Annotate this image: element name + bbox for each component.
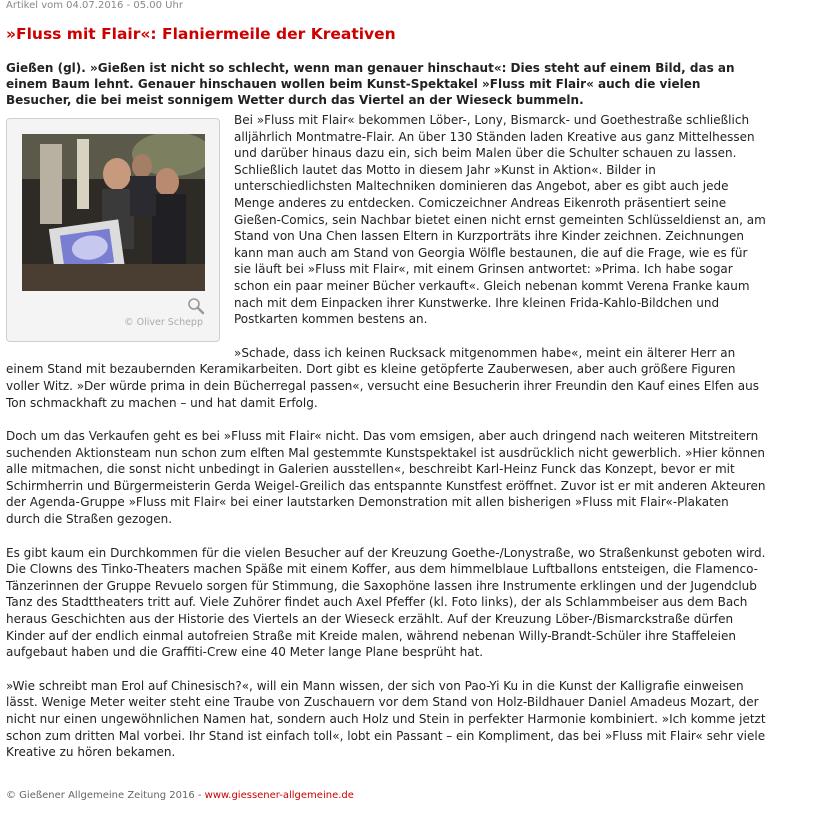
article-photo-box[interactable] [6, 118, 220, 342]
article-photo[interactable] [22, 134, 205, 291]
magnifier-icon[interactable] [187, 297, 205, 315]
footer-copyright: © Gießener Allgemeine Zeitung 2016 - [6, 790, 205, 801]
page-footer [6, 790, 354, 801]
article-dateline: Artikel vom 04.07.2016 - 05.00 Uhr [6, 0, 183, 11]
article-body [6, 112, 766, 761]
article [6, 0, 766, 778]
photo-illustration [22, 134, 205, 291]
photo-credit: © Oliver Schepp [124, 317, 203, 328]
paragraph-1: Bei »Fluss mit Flair« bekommen Löber-, Lony, Bismarck- und Goethestraße schließlich alljährlich Montmatre-Flair. An über 130 Ständen laden Kreative aus ganz Mittelhessen und darüber hinaus dazu ein, sich beim Malen über die Schulter schauen zu lassen. Schließlich lautet das Motto in diesem Jahr »Kunst in Aktion«. Bilder in unterschiedlichsten Maltechniken dominieren das Angebot, aber es gibt auch jede Menge anderes zu entdecken. Comiczeichner Andreas Eikenroth präsentiert seine Gießen-Comics, sein Nachbar bietet einen nicht ernst gemeinten Schlüsseldienst an, am Stand von Una Chen lassen Eltern in Kurzporträts ihre Kinder zeichnen. Zeichnungen kann man auch am Stand von Georgia Wölfle bestaunen, die auf die Frage, wie es für sie läuft bei »Fluss mit Flair«, mit einem Grinsen antwortet: »Prima. Ich habe sogar schon ein paar meiner Bücher verkauft«. Gleich nebenan kommt Verena Franke kaum nach mit dem Einpacken ihrer Kunstwerke. Ihre kleinen Frida-Kahlo-Bildchen und Postkarten kommen bestens an. [234, 113, 766, 327]
paragraph-3: Doch um das Verkaufen geht es bei »Fluss mit Flair« nicht. Das vom emsigen, aber auch dringend nach weiteren Mitstreitern suchenden Aktionsteam nun schon zum elften Mal gestemmte Kunstspektakel ist ausdrücklich nicht gewerblich. »Hier können alle mitmachen, die sonst nicht unbedingt in Galerien ausstellen«, beschreibt Karl-Heinz Funck das Konzept, bevor er mit Schirmherrin und Bürgermeisterin Gerda Weigel-Greilich das entspannte Kunstfest eröffnet. Zuvor ist er mit anderen Akteuren der Agenda-Gruppe »Fluss mit Flair« bei einer lautstarken Demonstration mit allen bisherigen »Fluss mit Flair«-Plakaten durch die Straßen gezogen. [6, 429, 766, 527]
article-lead: Gießen (gl). »Gießen ist nicht so schlecht, wenn man genauer hinschaut«: Dies steht auf einem Bild, das an einem Baum lehnt. Genauer hinschauen wollen beim Kunst-Spektakel »Fluss mit Flair« auch die vielen Besucher, die bei meist sonnigem Wetter durch das Viertel an der Wieseck bummeln. [6, 61, 735, 107]
paragraph-5: »Wie schreibt man Erol auf Chinesisch?«, will ein Mann wissen, der sich von Pao-Yi Ku in die Kunst der Kalligrafie einweisen lässt. Wenige Meter weiter steht eine Traube von Zuschauern vor dem Stand von Holz-Bildhauer Daniel Amadeus Mozart, der nicht nur einen ungewöhnlichen Namen hat, sondern auch Holz und Stein in perfekter Harmonie kombiniert. »Ich komme jetzt schon zum dritten Mal vorbei. Ihr Stand ist einfach toll«, lobt ein Passant – ein Kompliment, das bei »Fluss mit Flair« sehr viele Kreative zu hören bekamen. [6, 678, 766, 760]
footer-link[interactable]: www.giessener-allgemeine.de [204, 790, 354, 801]
paragraph-2: »Schade, dass ich keinen Rucksack mitgenommen habe«, meint ein älterer Herr an einem Stand mit bezaubernden Keramikarbeiten. Dort gibt es kleine getöpferte Zauberwesen, aber auch größere Figuren voller Witz. »Der würde prima in dein Bücherregal passen«, versucht eine Besucherin ihrer Freundin den Kauf eines Elfen aus Ton schmackhaft zu machen – und hat damit Erfolg. [6, 345, 759, 410]
article-headline: »Fluss mit Flair«: Flaniermeile der Kreativen [6, 25, 396, 43]
paragraph-4: Es gibt kaum ein Durchkommen für die vielen Besucher auf der Kreuzung Goethe-/Lonystraße, wo Straßenkunst geboten wird. Die Clowns des Tinko-Theaters machen Späße mit einem Koffer, aus dem himmelblaue Luftballons entsteigen, die Flamenco-Tänzerinnen der Gruppe Revuelo sorgen für Stimmung, die Saxophöne lassen ihre Instrumente erklingen und der Jugendclub Tanz des Stadttheaters tritt auf. Viele Zuhörer findet auch Axel Pfeffer (kl. Foto links), der als Schlammbeiser aus dem Bach heraus Geschichten aus der Historie des Viertels an der Wieseck erzählt. Auf der Kreuzung Löber-/Bismarckstraße dürfen Kinder auf der endlich einmal autofreien Straße mit Kreide malen, während nebenan Willy-Brandt-Schüler ihre Staffeleien aufgebaut haben und die Graffiti-Crew eine 40 Meter lange Plane besprüht hat. [6, 545, 766, 660]
